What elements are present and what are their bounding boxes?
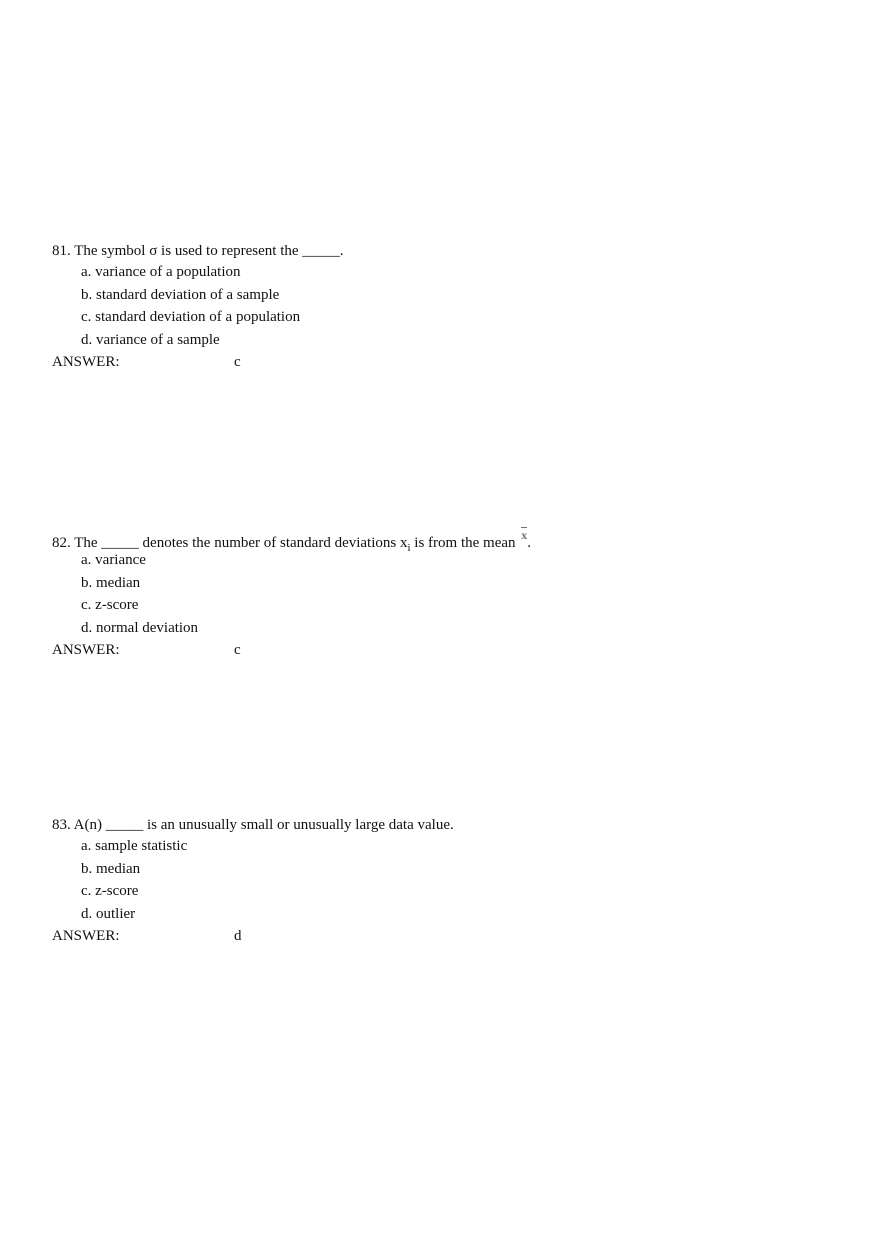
subscript-i: i <box>407 542 411 554</box>
question-82 <box>52 529 832 661</box>
option-a: a. variance <box>81 552 146 568</box>
option-b: b. standard deviation of a sample <box>81 286 280 303</box>
option-b: b. median <box>81 860 141 877</box>
answer-row <box>52 925 832 947</box>
question-81 <box>52 241 832 373</box>
answer-row <box>52 639 832 661</box>
question-83 <box>52 815 832 947</box>
question-stem <box>52 528 832 554</box>
option-c: c. z-score <box>81 597 139 613</box>
option-a: a. sample statistic <box>81 838 188 854</box>
answer-value: c <box>234 642 241 658</box>
option-d: d. variance of a sample <box>81 331 220 348</box>
question-stem: 83. A(n) _____ is an unusually small or unusually large data value. <box>52 817 454 833</box>
option-a: a. variance of a population <box>81 264 241 280</box>
stem-text: 82. The _____ denotes the number of standard deviations x <box>52 535 408 551</box>
options-list <box>52 835 832 925</box>
option-c: c. standard deviation of a population <box>81 309 301 325</box>
answer-label: ANSWER: <box>52 354 120 370</box>
option-d: d. outlier <box>81 905 136 922</box>
x-bar-icon: x <box>521 528 528 542</box>
answer-value: c <box>234 354 241 370</box>
options-list <box>52 549 832 639</box>
answer-row <box>52 351 832 373</box>
answer-label: ANSWER: <box>52 928 120 944</box>
option-c: c. z-score <box>81 883 139 899</box>
stem-text-end: . <box>527 535 532 551</box>
answer-value: d <box>234 928 242 944</box>
stem-text-middle: is from the mean <box>410 535 520 551</box>
question-stem: 81. The symbol σ is used to represent the _____. <box>52 243 344 259</box>
options-list <box>52 261 832 351</box>
answer-label: ANSWER: <box>52 642 120 658</box>
option-d: d. normal deviation <box>81 619 199 636</box>
option-b: b. median <box>81 574 141 591</box>
